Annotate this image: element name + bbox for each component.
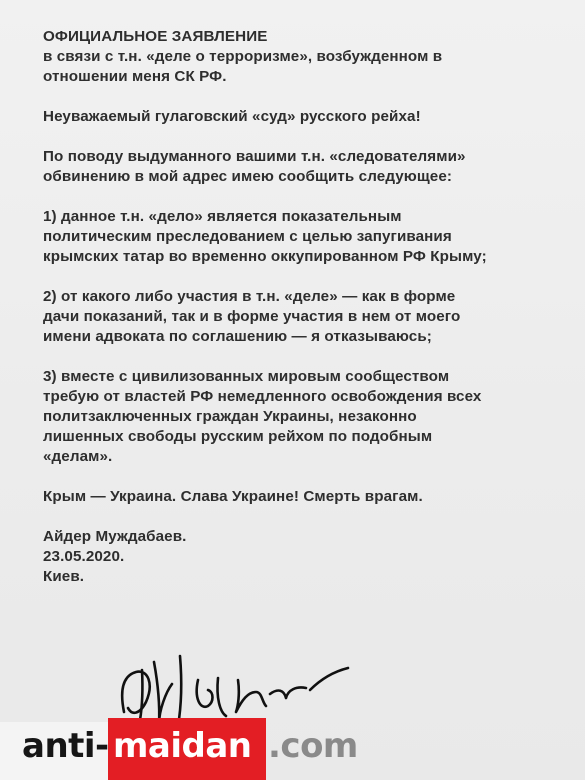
document-title: ОФИЦИАЛЬНОЕ ЗАЯВЛЕНИЕ [43,28,268,45]
subtitle-line: отношении меня СК РФ. [43,68,227,85]
point-1-line: крымских татар во временно оккупированном РФ Крыму; [43,248,487,265]
intro-line: По поводу выдуманного вашими т.н. «следователями» [43,148,466,165]
point-3-line: политзаключенных граждан Украины, незаконно [43,408,417,425]
author-name: Айдер Муждабаев. [43,528,187,545]
point-3-line: «делам». [43,448,113,465]
point-3-line: лишенных свободы русским рейхом по подобным [43,428,433,445]
subtitle-line: в связи с т.н. «деле о терроризме», возбужденном в [43,48,443,65]
document-place: Киев. [43,568,85,585]
closing-line: Крым — Украина. Слава Украине! Смерть врагам. [43,488,423,505]
watermark-maidan: maidan [113,726,252,766]
watermark-anti: anti- [22,726,109,766]
point-2-line: имени адвоката по соглашению — я отказываюсь; [43,328,432,345]
greeting: Неуважаемый гулаговский «суд» русского рейха! [43,108,421,125]
watermark-logo [0,714,380,780]
watermark-com: .com [268,726,358,766]
statement-body [43,27,563,587]
intro-line: обвинению в мой адрес имею сообщить следующее: [43,168,453,185]
document-date: 23.05.2020. [43,548,125,565]
point-3-line: требую от властей РФ немедленного освобождения всех [43,388,482,405]
point-2-line: дачи показаний, так и в форме участия в нем от моего [43,308,461,325]
point-2-line: 2) от какого либо участия в т.н. «деле» — как в форме [43,288,456,305]
point-1-line: 1) данное т.н. «дело» является показательным [43,208,402,225]
point-3-line: 3) вместе с цивилизованных мировым сообществом [43,368,450,385]
point-1-line: политическим преследованием с целью запугивания [43,228,452,245]
